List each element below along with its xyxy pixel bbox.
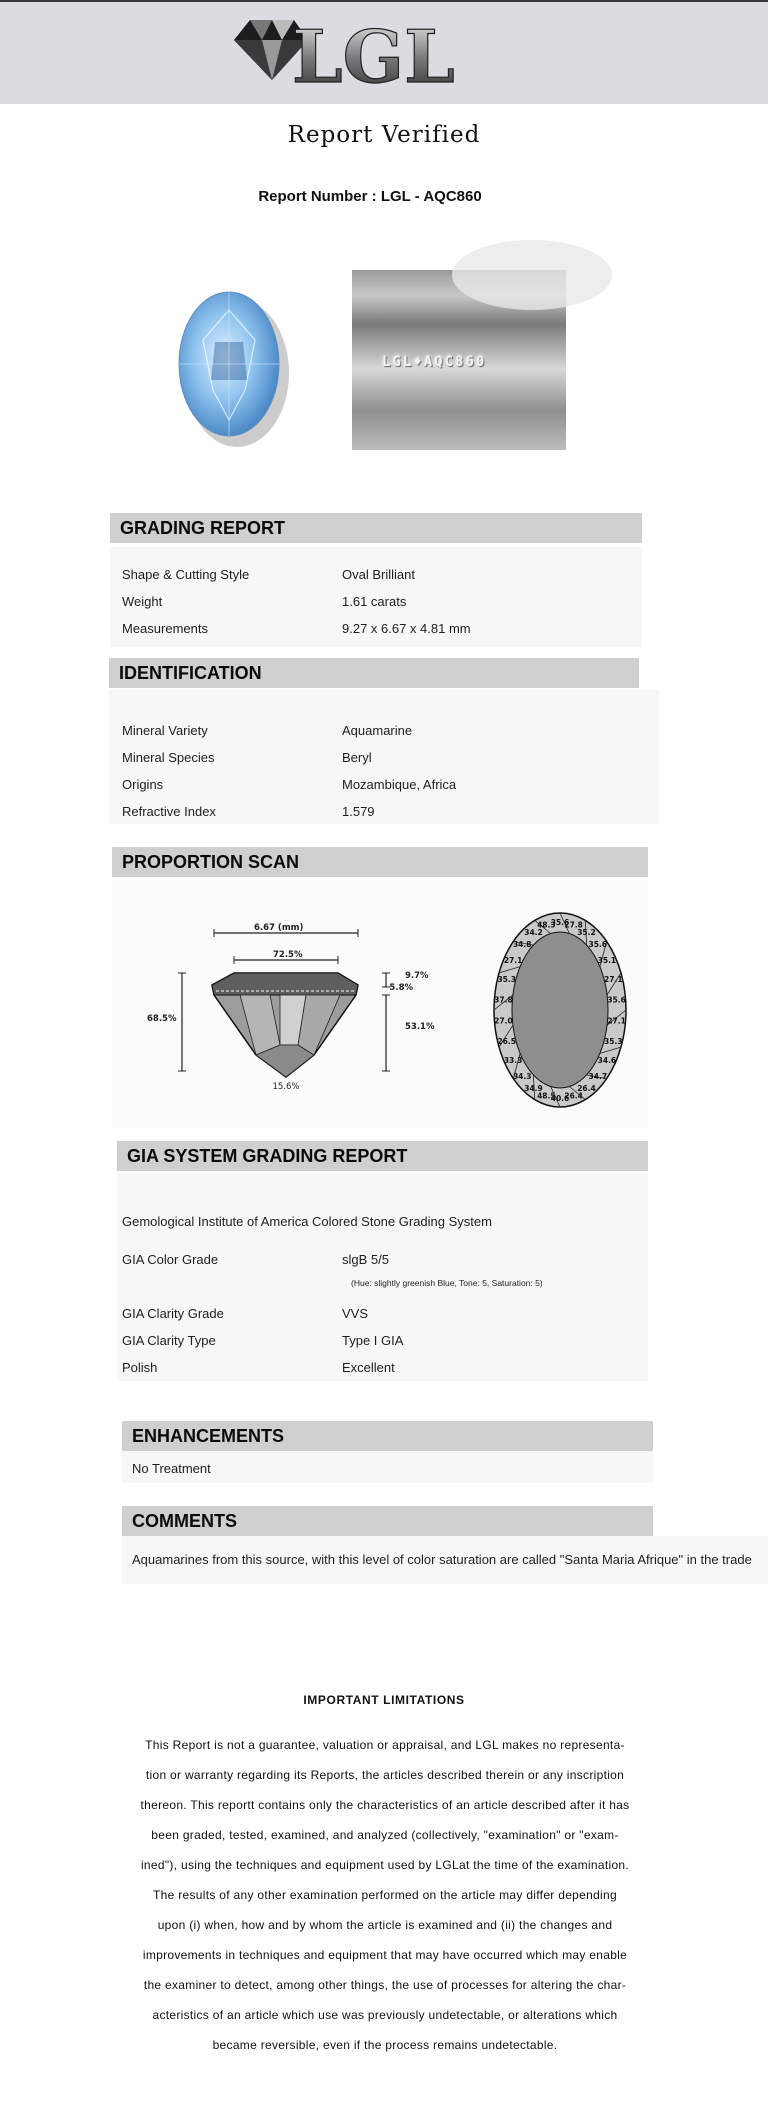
limitations-line: ined"), using the techniques and equipment used by LGLat the time of the examination. — [140, 1858, 630, 1872]
origins-value: Mozambique, Africa — [342, 777, 457, 792]
gem-photo — [135, 270, 325, 460]
facet-angle-label: 34.7 — [588, 1071, 608, 1081]
facet-angle-label: 34.3 — [512, 1071, 532, 1081]
shape-label: Shape & Cutting Style — [122, 567, 250, 582]
gia-heading: GIA SYSTEM GRADING REPORT — [117, 1141, 648, 1171]
refractive-index-value: 1.579 — [342, 804, 375, 819]
crown-angle-label: 5.8% — [389, 983, 413, 993]
facet-angle-label: 48.3 — [537, 920, 556, 930]
proportion-scan-heading: PROPORTION SCAN — [112, 847, 648, 877]
facet-angle-label: 35.3 — [604, 1037, 623, 1047]
shape-value: Oval Brilliant — [342, 567, 415, 582]
facet-angle-label: 35.6 — [607, 995, 626, 1005]
gia-color-label: GIA Color Grade — [122, 1252, 219, 1267]
gia-color-value: slgB 5/5 — [342, 1252, 389, 1267]
top-view-diagram — [470, 905, 650, 1115]
comments-heading: COMMENTS — [122, 1506, 653, 1536]
gia-panel — [117, 1173, 648, 1381]
limitations-line: improvements in techniques and equipment that may have occurred which may enable — [142, 1948, 628, 1962]
table-percent-label: 72.5% — [273, 950, 303, 960]
facet-angle-label: 33.3 — [503, 1055, 523, 1065]
facet-angle-label: 34.9 — [524, 1083, 543, 1093]
culet-percent-label: 15.6% — [272, 1082, 300, 1092]
facet-angle-label: 35.6 — [550, 918, 570, 927]
facet-angle-label: 27.1 — [604, 974, 623, 984]
crown-height-label: 9.7% — [405, 971, 429, 981]
limitations-line: the examiner to detect, among other things, the use of processes for altering the char- — [143, 1978, 627, 1992]
facet-angle-label: 27.8 — [564, 920, 583, 930]
measurements-value: 9.27 x 6.67 x 4.81 mm — [342, 621, 471, 636]
page-title: Report Verified — [287, 122, 481, 148]
facet-angle-label: 27.1 — [503, 956, 523, 966]
limitations-line: upon (i) when, how and by whom the article is examined and (ii) the changes and — [157, 1918, 613, 1932]
facet-angle-label: 26.4 — [564, 1091, 583, 1101]
polish-value: Excellent — [342, 1360, 395, 1375]
mineral-species-label: Mineral Species — [122, 750, 215, 765]
inscription-photo — [352, 270, 566, 450]
mineral-variety-label: Mineral Variety — [122, 723, 208, 738]
facet-angle-label: 35.3 — [497, 974, 516, 984]
limitations-line: This Report is not a guarantee, valuation or appraisal, and LGL makes no representa- — [145, 1738, 625, 1752]
weight-value: 1.61 carats — [342, 594, 407, 609]
header-banner — [0, 0, 768, 104]
facet-angle-label: 35.6 — [588, 940, 608, 950]
origins-label: Origins — [122, 777, 164, 792]
lgl-logo — [232, 14, 492, 99]
grading-report-heading: GRADING REPORT — [110, 513, 642, 543]
logo-text: LGL — [292, 14, 455, 99]
facet-angle-label: 48.5 — [537, 1091, 556, 1101]
facet-angle-label: 27.0 — [494, 1016, 513, 1026]
comment-text: Aquamarines from this source, with this level of color saturation are called "Santa Maria Afrique" in the trade — [132, 1552, 752, 1567]
limitations-title: IMPORTANT LIMITATIONS — [303, 1693, 465, 1707]
limitations-line: been graded, tested, examined, and analyzed (collectively, "examination" or "exam- — [151, 1828, 619, 1842]
facet-angle-label: 26.5 — [497, 1037, 516, 1047]
mineral-variety-value: Aquamarine — [342, 723, 413, 738]
facet-angle-label: 40.6 — [550, 1094, 570, 1103]
refractive-index-label: Refractive Index — [122, 804, 216, 819]
report-number: Report Number : LGL - AQC860 — [258, 188, 482, 205]
gia-clarity-label: GIA Clarity Grade — [122, 1306, 224, 1321]
gia-color-note: (Hue: slightly greenish Blue, Tone: 5, Saturation: 5) — [351, 1278, 543, 1288]
facet-angle-label: 37.8 — [494, 995, 513, 1005]
polish-label: Polish — [122, 1360, 158, 1375]
inscription-text: LGL♦AQC860 — [382, 354, 487, 370]
side-profile-diagram — [130, 905, 435, 1095]
mineral-species-value: Beryl — [342, 750, 372, 765]
gia-clarity-type-value: Type I GIA — [342, 1333, 404, 1348]
treatment-text: No Treatment — [132, 1461, 211, 1476]
limitations-line: became reversible, even if the process remains undetectable. — [212, 2038, 558, 2052]
facet-angle-label: 34.2 — [524, 928, 543, 938]
enhancements-heading: ENHANCEMENTS — [122, 1421, 653, 1451]
weight-label: Weight — [122, 594, 163, 609]
limitations-line: tion or warranty regarding its Reports, the articles described therein or any inscription — [145, 1768, 625, 1782]
facet-angle-label: 27.1 — [607, 1016, 626, 1026]
gia-clarity-type-label: GIA Clarity Type — [122, 1333, 216, 1348]
pavilion-depth-label: 53.1% — [405, 1022, 435, 1032]
limitations-line: The results of any other examination performed on the article may differ depending — [153, 1888, 617, 1902]
gia-clarity-value: VVS — [342, 1306, 369, 1321]
facet-angle-label: 34.8 — [512, 940, 532, 950]
facet-angle-label: 34.6 — [597, 1055, 617, 1065]
width-label: 6.67 (mm) — [254, 923, 304, 933]
depth-percent-label: 68.5% — [147, 1014, 177, 1024]
gia-intro: Gemological Institute of America Colored Stone Grading System — [122, 1214, 492, 1229]
facet-angle-label: 35.1 — [597, 956, 617, 966]
measurements-label: Measurements — [122, 621, 208, 636]
identification-heading: IDENTIFICATION — [109, 658, 639, 688]
limitations-line: acteristics of an article which use was previously undetectable, or alterations which — [152, 2008, 618, 2022]
facet-angle-label: 35.2 — [577, 928, 596, 938]
limitations-line: thereon. This reportt contains only the characteristics of an article described after it has — [140, 1798, 630, 1812]
facet-angle-label: 26.4 — [577, 1083, 596, 1093]
